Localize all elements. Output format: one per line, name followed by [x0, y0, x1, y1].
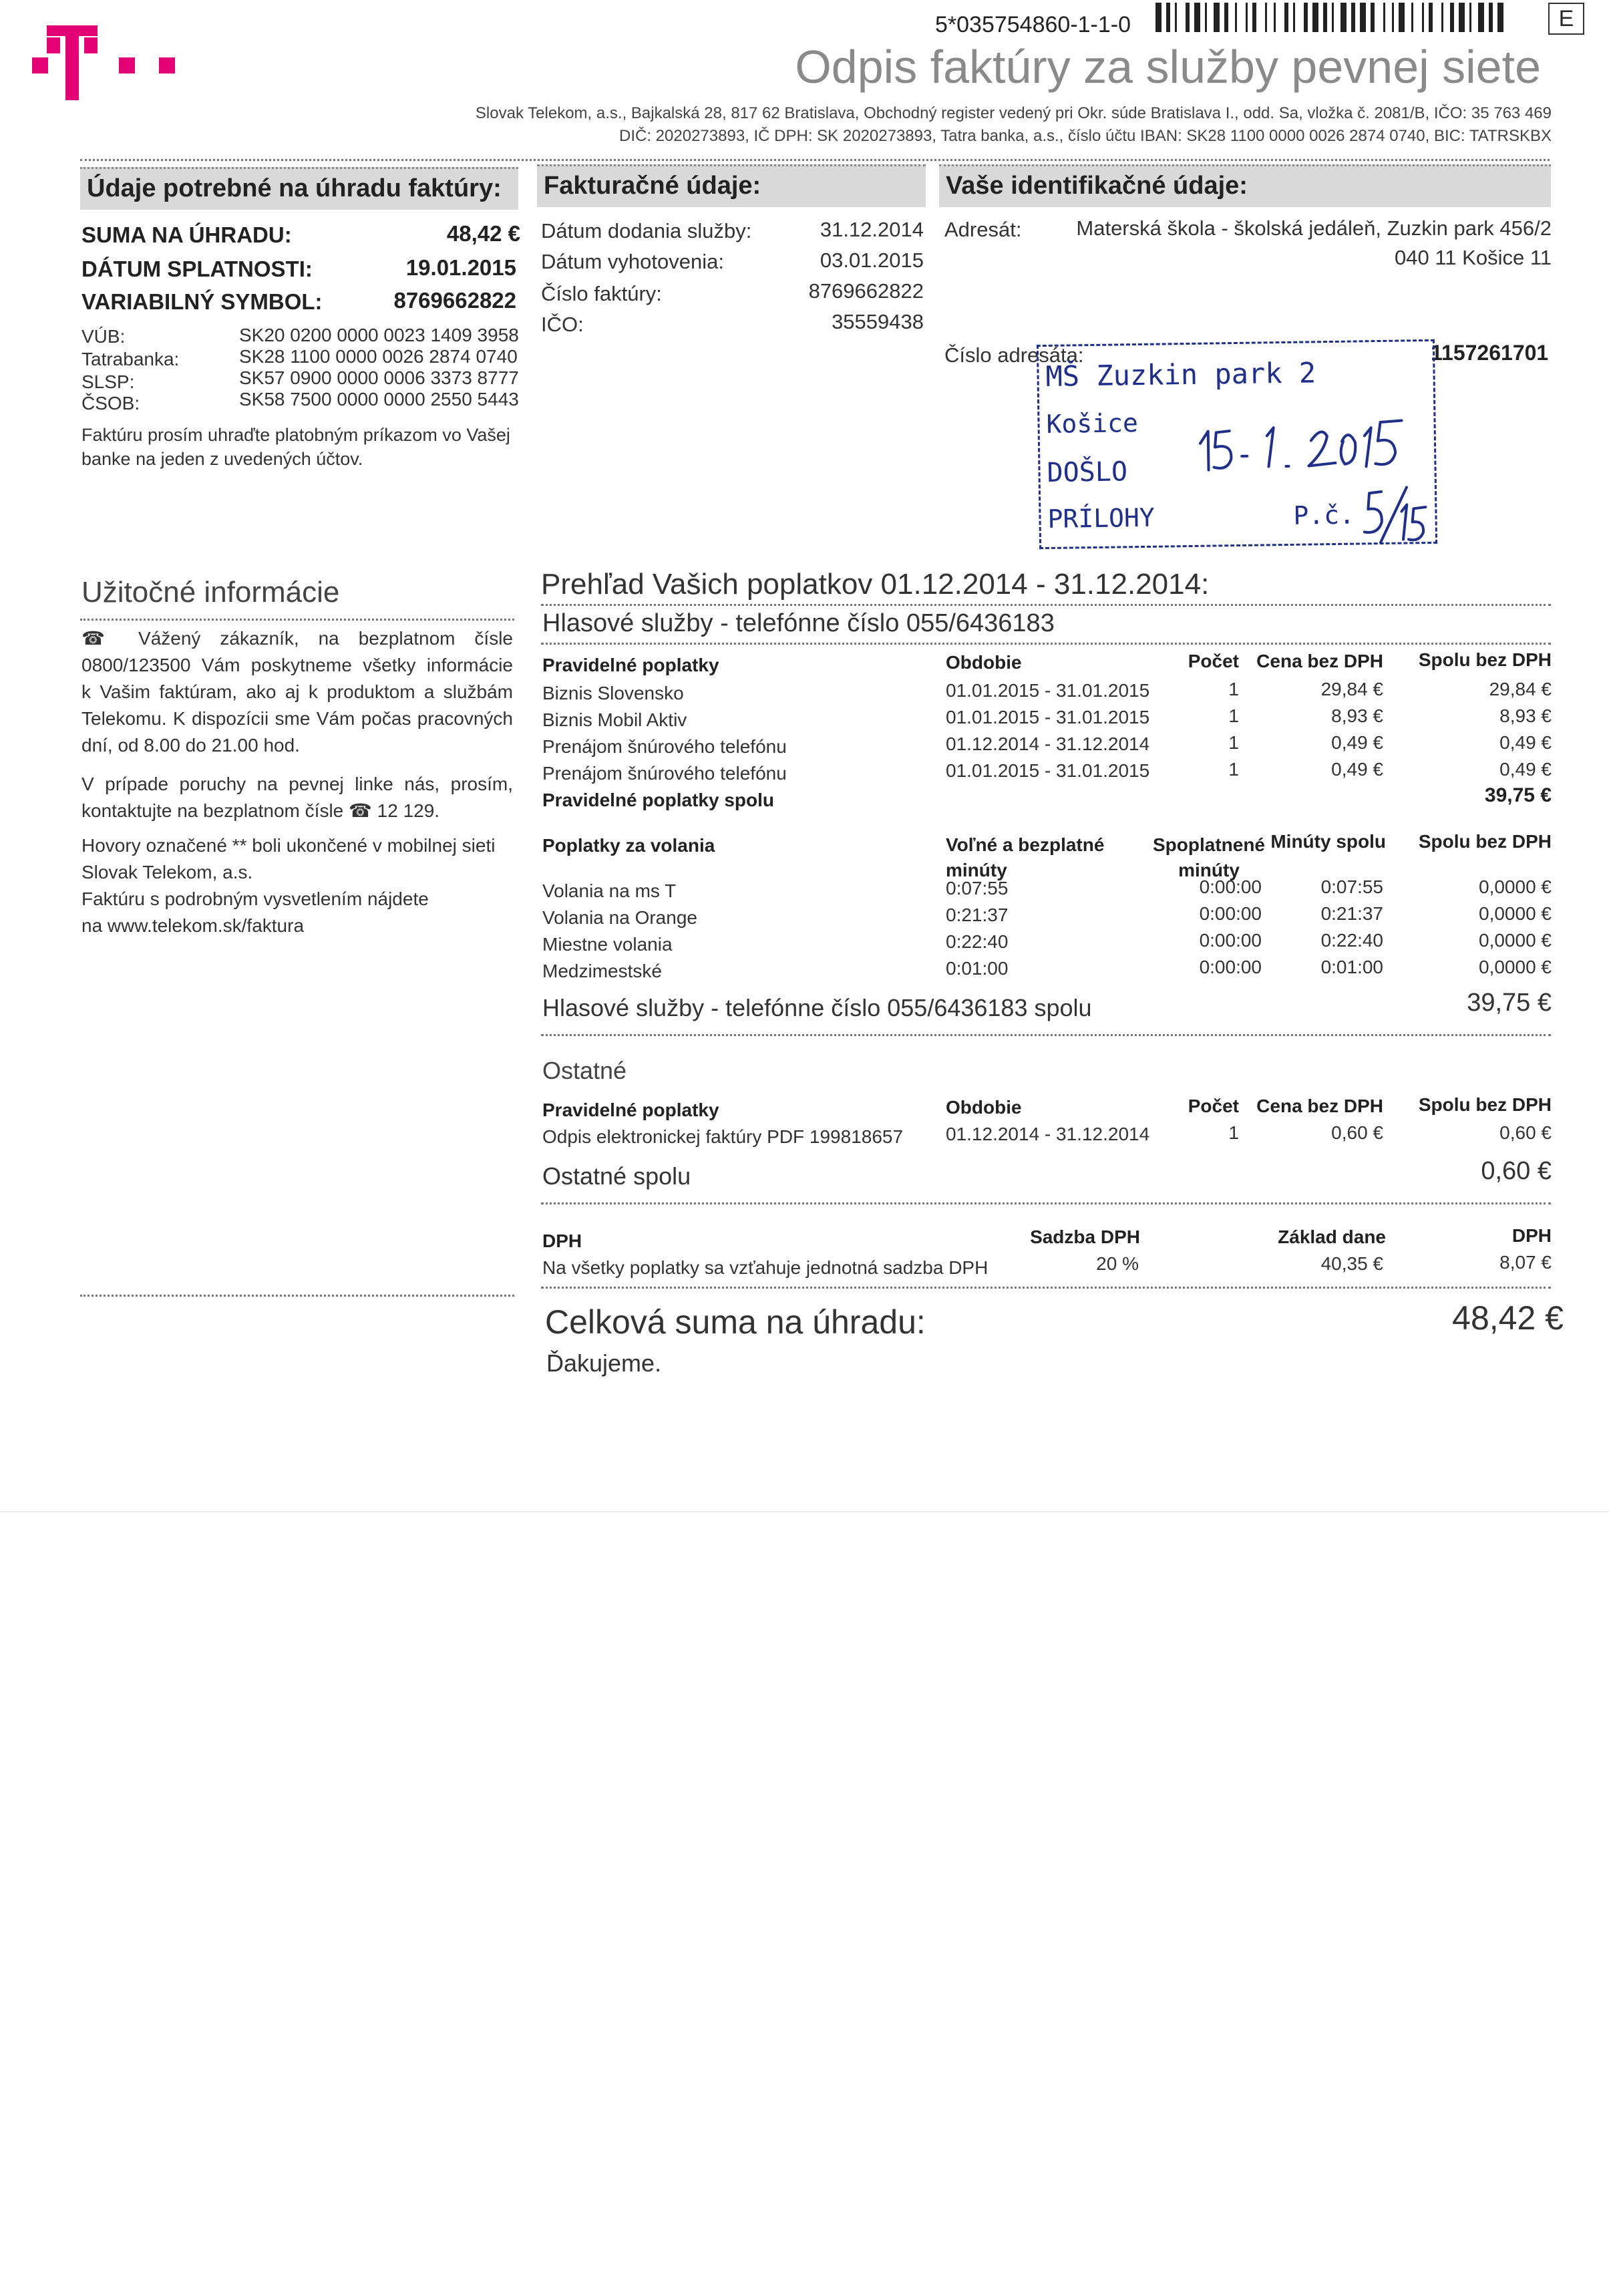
calls-row-3-free: 0:22:40 — [946, 931, 1009, 952]
barcode-bar — [1214, 3, 1220, 32]
useful-p1-line3: k Vašim faktúram, ako aj k produktom a službám — [81, 681, 513, 702]
bank-vub-label: VÚB: — [81, 326, 126, 347]
stamp-handwritten-date — [1193, 400, 1408, 476]
scan-edge-line — [0, 1511, 1609, 1512]
useful-p1-line2: 0800/123500 Vám poskytneme všetky informácie — [81, 655, 513, 675]
calls-row-3-name: Miestne volania — [542, 934, 673, 955]
barcode-bar — [1194, 3, 1200, 32]
stamp-pc-label: P.č. — [1293, 500, 1355, 530]
barcode-bar — [1235, 3, 1237, 32]
grand-total-label: Celková suma na úhradu: — [545, 1303, 926, 1341]
billing-delivery-value: 31.12.2014 — [820, 218, 924, 241]
payment-vs-label: VARIABILNÝ SYMBOL: — [81, 289, 323, 314]
useful-heading: Užitočné informácie — [81, 576, 340, 609]
barcode-bar — [1422, 3, 1424, 32]
voice-total-value: 39,75 € — [1467, 989, 1552, 1017]
regular-row-4-price: 0,49 € — [1331, 759, 1383, 780]
regular-row-1-total: 29,84 € — [1489, 679, 1552, 699]
payment-note-line2: banke na jeden z uvedených účtov. — [81, 449, 363, 469]
vat-col-label: DPH — [542, 1231, 582, 1251]
calls-col-paid-text: Spoplatnené minúty — [1152, 834, 1265, 880]
company-info-line2: DIČ: 2020273893, IČ DPH: SK 2020273893, Tatra banka, a.s., číslo účtu IBAN: SK28 1100 0000 0026 2874 0740, BIC: TATRSKBX — [619, 127, 1552, 145]
payment-due-label: DÁTUM SPLATNOSTI: — [81, 257, 313, 281]
regular-total-value: 39,75 € — [1484, 784, 1552, 806]
regular-row-1-price: 29,84 € — [1320, 679, 1383, 699]
payment-sum-value: 48,42 € — [446, 221, 520, 246]
other-total-label: Ostatné spolu — [542, 1162, 691, 1190]
barcode-bar — [1155, 3, 1161, 32]
billing-delivery-label: Dátum dodania služby: — [541, 219, 752, 242]
stamp-line1: MŠ Zuzkin park 2 — [1045, 356, 1316, 393]
regular-col-period: Obdobie — [946, 652, 1022, 673]
billing-issued-label: Dátum vyhotovenia: — [541, 250, 724, 273]
company-info-line1: Slovak Telekom, a.s., Bajkalská 28, 817 62 Bratislava, Obchodný register vedený pri Okr. súde Bratislava I., odd. Sa, vložka č. 2081/B, IČO: 35 763 469 — [475, 104, 1552, 122]
barcode-bar — [1392, 3, 1394, 32]
regular-col-total: Spolu bez DPH — [1418, 649, 1552, 670]
useful-paragraph1 — [81, 625, 513, 759]
barcode-bar — [1274, 3, 1276, 32]
barcode-bar — [1186, 3, 1190, 32]
regular-col-price: Cena bez DPH — [1256, 651, 1383, 671]
bank-tatra-iban: SK28 1100 0000 0026 2874 0740 — [239, 346, 518, 367]
other-row-price: 0,60 € — [1331, 1122, 1383, 1143]
stamp-handwritten-number — [1355, 484, 1429, 546]
vat-row-vat: 8,07 € — [1499, 1252, 1552, 1273]
calls-row-2-paid: 0:00:00 — [1199, 903, 1262, 924]
stamp-line3: DOŠLO — [1047, 456, 1128, 488]
barcode-bar — [1469, 3, 1471, 32]
barcode-bar — [1459, 3, 1465, 32]
other-row-count: 1 — [1228, 1122, 1239, 1143]
identification-heading: Vaše identifikačné údaje: — [946, 172, 1248, 200]
calls-col-total: Spolu bez DPH — [1418, 831, 1552, 852]
calls-row-2-free: 0:21:37 — [946, 905, 1009, 925]
header-separator — [80, 159, 1550, 161]
regular-col-name: Pravidelné poplatky — [542, 655, 719, 675]
calls-row-1-paid: 0:00:00 — [1199, 876, 1262, 897]
payment-vs-value: 8769662822 — [393, 288, 516, 313]
billing-ico-value: 35559438 — [832, 310, 924, 333]
regular-row-2-period: 01.01.2015 - 31.01.2015 — [946, 707, 1150, 727]
useful-paragraph2 — [81, 771, 513, 824]
other-row-total: 0,60 € — [1499, 1122, 1552, 1143]
payment-heading-bar — [80, 167, 518, 210]
regular-row-1-count: 1 — [1228, 679, 1239, 699]
useful-separator — [80, 619, 514, 621]
barcode-bar — [1323, 3, 1327, 32]
vat-col-base: Základ dane — [1278, 1226, 1386, 1247]
calls-col-minutes: Minúty spolu — [1270, 831, 1386, 852]
document-title: Odpis faktúry za služby pevnej siete — [795, 41, 1541, 93]
calls-row-2-name: Volania na Orange — [542, 907, 697, 928]
useful-p1-line1: ☎ Vážený zákazník, na bezplatnom čísle — [81, 628, 513, 649]
barcode-bar — [1429, 3, 1433, 32]
barcode-bar — [1351, 3, 1355, 32]
calls-col-paid — [1150, 832, 1268, 883]
addressee-line1: Materská škola - školská jedáleň, Zuzkin park 456/2 — [1076, 216, 1552, 240]
other-total-value: 0,60 € — [1481, 1157, 1552, 1185]
regular-row-3-name: Prenájom šnúrového telefónu — [542, 736, 787, 757]
calls-row-4-total: 0,0000 € — [1479, 957, 1552, 977]
voice-total-separator — [541, 1034, 1551, 1036]
regular-row-4-total: 0,49 € — [1499, 759, 1552, 780]
useful-p3-line2: Slovak Telekom, a.s. — [81, 862, 253, 882]
voice-total-label: Hlasové služby - telefónne číslo 055/6436183 spolu — [542, 994, 1092, 1021]
bank-slsp-iban: SK57 0900 0000 0006 3373 8777 — [239, 367, 519, 388]
identification-heading-bar — [939, 164, 1551, 207]
barcode-bar — [1478, 3, 1484, 32]
barcode-bar — [1246, 3, 1248, 32]
useful-p3-line3: Faktúru s podrobným vysvetlením nájdete — [81, 888, 429, 909]
other-heading: Ostatné — [542, 1057, 627, 1084]
other-col-name: Pravidelné poplatky — [542, 1100, 719, 1120]
received-stamp — [1037, 339, 1437, 549]
telekom-logo — [32, 25, 192, 106]
calls-col-free-text: Voľné a bezplatné minúty — [946, 834, 1105, 880]
other-col-price: Cena bez DPH — [1256, 1096, 1383, 1116]
useful-p2-line1: V prípade poruchy na pevnej linke nás, prosím, — [81, 774, 513, 794]
calls-row-3-minutes: 0:22:40 — [1320, 930, 1383, 951]
vat-separator — [541, 1287, 1551, 1289]
other-separator — [541, 1202, 1551, 1204]
calls-col-name: Poplatky za volania — [542, 835, 715, 856]
barcode-bar — [1205, 3, 1207, 32]
calls-row-1-total: 0,0000 € — [1479, 876, 1552, 897]
useful-p3-line1: Hovory označené ** boli ukončené v mobilnej sieti — [81, 835, 496, 856]
barcode-bar — [1304, 3, 1308, 32]
useful-p2-line2: kontaktujte na bezplatnom čísle ☎ 12 129. — [81, 800, 440, 821]
corner-letter-box — [1548, 3, 1584, 35]
addressee-number-value: 1157261701 — [1431, 341, 1549, 365]
regular-row-4-period: 01.01.2015 - 31.01.2015 — [946, 760, 1150, 781]
barcode-bar — [1399, 3, 1405, 32]
bank-vub-iban: SK20 0200 0000 0023 1409 3958 — [239, 325, 519, 345]
regular-row-2-count: 1 — [1228, 705, 1239, 726]
calls-row-2-minutes: 0:21:37 — [1320, 903, 1383, 924]
vat-row-base: 40,35 € — [1320, 1253, 1383, 1274]
barcode-bar — [1371, 3, 1375, 32]
regular-row-3-total: 0,49 € — [1499, 732, 1552, 753]
regular-row-3-period: 01.12.2014 - 31.12.2014 — [946, 733, 1150, 754]
barcode-bar — [1224, 3, 1228, 32]
barcode-bar — [1441, 3, 1443, 32]
payment-sum-label: SUMA NA ÚHRADU: — [81, 222, 292, 247]
barcode-bar — [1284, 3, 1288, 32]
barcode-bar — [1175, 3, 1177, 32]
bank-tatra-label: Tatrabanka: — [81, 349, 180, 369]
calls-row-3-total: 0,0000 € — [1479, 930, 1552, 951]
vat-col-rate: Sadzba DPH — [1030, 1226, 1140, 1247]
useful-paragraph3 — [81, 832, 513, 939]
calls-row-3-paid: 0:00:00 — [1199, 930, 1262, 951]
vat-col-vat: DPH — [1511, 1225, 1552, 1246]
vat-row-text: Na všetky poplatky sa vzťahuje jednotná sadzba DPH — [542, 1257, 989, 1278]
billing-invoice-label: Číslo faktúry: — [541, 282, 662, 305]
regular-row-1-period: 01.01.2015 - 31.01.2015 — [946, 680, 1150, 701]
other-col-count: Počet — [1188, 1096, 1239, 1116]
vat-row-rate: 20 % — [1096, 1253, 1139, 1274]
barcode-bar — [1293, 3, 1295, 32]
barcode-bar — [1450, 3, 1454, 32]
voice-heading: Hlasové služby - telefónne číslo 055/6436183 — [542, 609, 1055, 637]
regular-row-2-name: Biznis Mobil Aktiv — [542, 709, 687, 730]
regular-row-1-name: Biznis Slovensko — [542, 683, 684, 703]
regular-row-3-count: 1 — [1228, 732, 1239, 753]
grand-total-value: 48,42 € — [1452, 1299, 1564, 1337]
stamp-line4: PRÍLOHY — [1047, 502, 1155, 534]
calls-row-4-name: Medzimestské — [542, 961, 662, 981]
barcode-bar — [1489, 3, 1493, 32]
calls-row-4-free: 0:01:00 — [946, 958, 1009, 979]
calls-row-4-minutes: 0:01:00 — [1320, 957, 1383, 977]
regular-row-2-price: 8,93 € — [1331, 705, 1383, 726]
barcode-bar — [1497, 3, 1503, 32]
barcode-bar — [1312, 3, 1318, 32]
payment-due-value: 19.01.2015 — [405, 255, 516, 280]
stamp-line2: Košice — [1046, 408, 1139, 439]
addressee-line2: 040 11 Košice 11 — [1395, 246, 1552, 269]
barcode-bar — [1265, 3, 1267, 32]
regular-row-4-name: Prenájom šnúrového telefónu — [542, 763, 787, 784]
barcode-bar — [1332, 3, 1334, 32]
bank-slsp-label: SLSP: — [81, 371, 135, 392]
barcode-bar — [1383, 3, 1385, 32]
addressee-number-label: Číslo adresáta: — [944, 343, 1084, 367]
calls-row-1-free: 0:07:55 — [946, 878, 1009, 898]
overview-separator — [541, 604, 1551, 606]
regular-row-3-price: 0,49 € — [1331, 732, 1383, 753]
payment-note-line1: Faktúru prosím uhraďte platobným príkazom vo Vašej — [81, 425, 510, 445]
regular-total-label: Pravidelné poplatky spolu — [542, 790, 774, 810]
useful-p1-line5: dní, od 8.00 do 21.00 hod. — [81, 735, 300, 756]
calls-row-1-minutes: 0:07:55 — [1320, 876, 1383, 897]
voice-separator — [541, 643, 1551, 645]
calls-row-1-name: Volania na ms T — [542, 880, 677, 901]
addressee-label: Adresát: — [944, 218, 1022, 241]
billing-heading-bar — [537, 164, 926, 207]
billing-heading: Fakturačné údaje: — [544, 172, 761, 200]
thanks-text: Ďakujeme. — [546, 1349, 662, 1377]
other-col-period: Obdobie — [946, 1097, 1022, 1118]
barcode-bar — [1166, 3, 1170, 32]
calls-row-2-total: 0,0000 € — [1479, 903, 1552, 924]
other-row-name: Odpis elektronickej faktúry PDF 199818657 — [542, 1126, 904, 1147]
calls-col-free — [946, 832, 1119, 883]
barcode-bar — [1340, 3, 1347, 32]
corner-letter: E — [1558, 6, 1574, 31]
useful-p3-line4: na www.telekom.sk/faktura — [81, 915, 305, 936]
useful-bottom-separator — [80, 1295, 514, 1297]
barcode-bar — [1411, 3, 1413, 32]
regular-col-count: Počet — [1188, 651, 1239, 671]
barcode-bar — [1360, 3, 1366, 32]
document-code: 5*035754860-1-1-0 — [935, 12, 1131, 37]
calls-row-4-paid: 0:00:00 — [1199, 957, 1262, 977]
other-col-total: Spolu bez DPH — [1418, 1094, 1552, 1115]
barcode — [1155, 3, 1516, 36]
other-row-period: 01.12.2014 - 31.12.2014 — [946, 1124, 1150, 1144]
bank-csob-label: ČSOB: — [81, 393, 140, 414]
billing-invoice-value: 8769662822 — [808, 279, 924, 303]
billing-ico-label: IČO: — [541, 313, 584, 336]
barcode-bar — [1252, 3, 1256, 32]
regular-row-4-count: 1 — [1228, 759, 1239, 780]
bank-csob-iban: SK58 7500 0000 0000 2550 5443 — [239, 389, 519, 409]
payment-heading: Údaje potrebné na úhradu faktúry: — [87, 174, 502, 202]
overview-heading: Prehľad Vašich poplatkov 01.12.2014 - 31.12.2014: — [541, 568, 1210, 601]
useful-p1-line4: Telekomu. K dispozícii sme Vám počas pracovných — [81, 708, 513, 729]
regular-row-2-total: 8,93 € — [1499, 705, 1552, 726]
billing-issued-value: 03.01.2015 — [820, 249, 924, 272]
